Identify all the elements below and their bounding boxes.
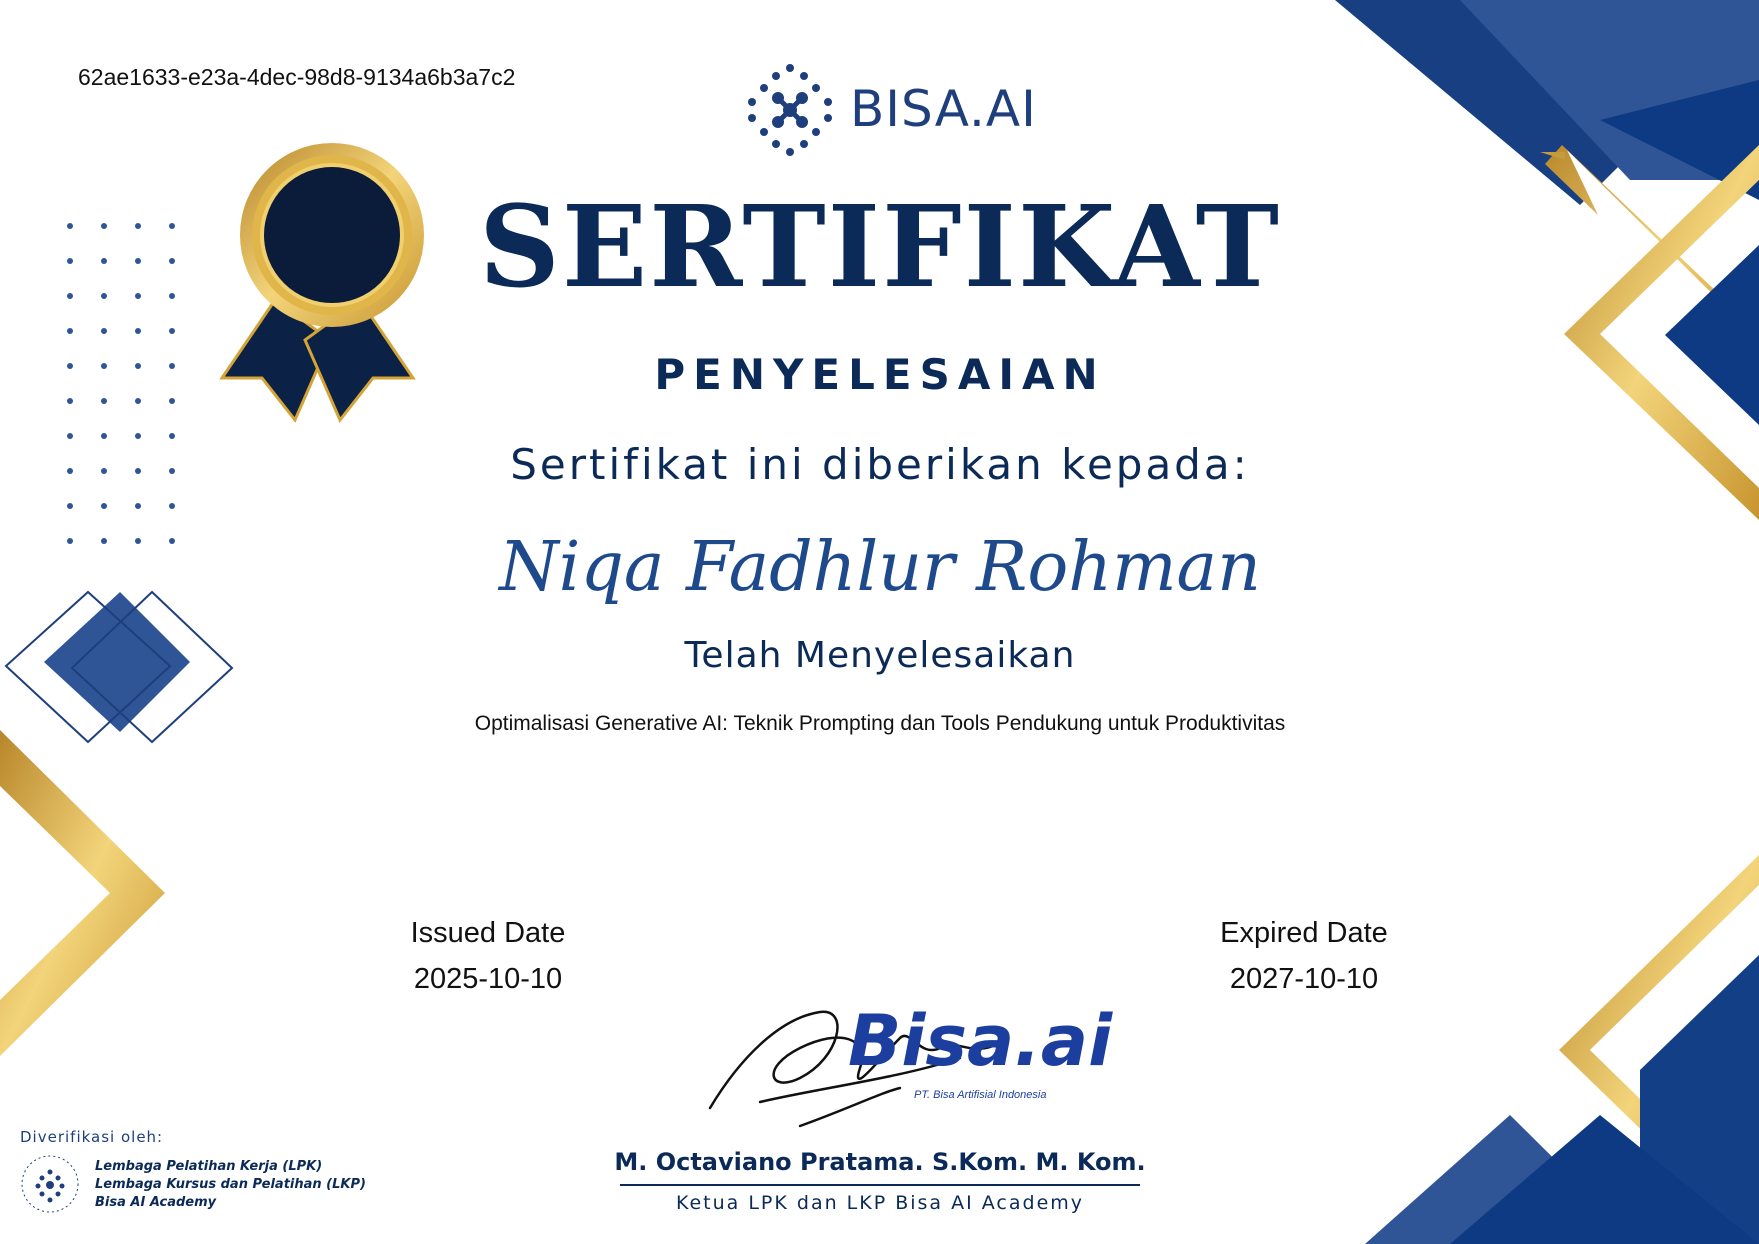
issued-date-value: 2025-10-10 — [413, 963, 563, 995]
expired-date-value: 2027-10-10 — [1229, 963, 1379, 995]
stamp-wordmark: Bisa.ai — [848, 1000, 1113, 1082]
issued-date-label: Issued Date — [410, 917, 566, 949]
verifier-item: Lembaga Pelatihan Kerja (LPK) — [95, 1159, 323, 1174]
issued-date-block — [358, 913, 618, 999]
given-to-text: Sertifikat ini diberikan kepada: — [510, 440, 1250, 489]
company-stamp — [700, 998, 1113, 1138]
verified-label: Diverifikasi oleh: — [20, 1128, 164, 1146]
left-diamonds — [6, 592, 232, 742]
brand-logo — [738, 58, 1037, 162]
expired-date-block — [1174, 913, 1434, 999]
stamp-company: PT. Bisa Artifisial Indonesia — [914, 1089, 1047, 1101]
left-chevron — [0, 730, 165, 1056]
completed-text: Telah Menyelesaikan — [684, 635, 1076, 676]
verifier-item: Bisa AI Academy — [95, 1195, 217, 1210]
dot-grid — [67, 223, 175, 544]
certificate-title: SERTIFIKAT — [479, 182, 1281, 313]
certificate-subtitle: PENYELESAIAN — [654, 350, 1106, 399]
certificate-id: 62ae1633-e23a-4dec-98d8-9134a6b3a7c2 — [78, 64, 516, 90]
verifier-item: Lembaga Kursus dan Pelatihan (LKP) — [95, 1177, 366, 1192]
expired-date-label: Expired Date — [1220, 917, 1388, 949]
molecule-logo-icon — [738, 58, 842, 162]
verifier-institutions — [95, 1158, 366, 1212]
award-ribbon-icon — [222, 143, 424, 420]
signer-role: Ketua LPK dan LKP Bisa AI Academy — [675, 1192, 1085, 1214]
signer-name: M. Octaviano Pratama. S.Kom. M. Kom. — [614, 1148, 1146, 1176]
course-title: Optimalisasi Generative AI: Teknik Prompting dan Tools Pendukung untuk Produktivitas — [474, 712, 1286, 735]
verifier-logo-icon — [18, 1152, 82, 1216]
recipient-name: Niqa Fadhlur Rohman — [499, 528, 1261, 607]
signature-line — [620, 1184, 1140, 1186]
brand-name: BISA.AI — [850, 80, 1037, 138]
